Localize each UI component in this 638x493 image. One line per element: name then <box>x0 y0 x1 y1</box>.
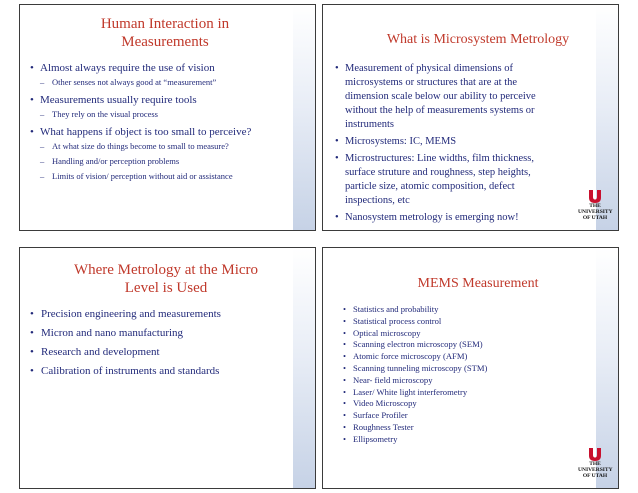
sub-bullet-text: Handling and/or perception problems <box>52 156 180 166</box>
bullet-text: Video Microscopy <box>353 398 417 409</box>
bullet-text-line: instruments <box>345 119 394 130</box>
u-logo-mark-icon <box>588 448 602 461</box>
bullet-icon: • <box>343 374 347 385</box>
dash-icon: – <box>40 77 45 87</box>
bullet-text: Optical microscopy <box>353 327 421 338</box>
list-item <box>343 339 583 351</box>
bullet-icon: • <box>343 362 347 373</box>
list-item <box>343 398 583 410</box>
list-item <box>343 328 583 340</box>
university-logo <box>578 448 612 482</box>
dash-icon: – <box>40 156 45 166</box>
university-logo <box>578 190 612 224</box>
slide-side-gradient <box>293 248 315 488</box>
bullet-list <box>335 62 597 225</box>
bullet-list <box>30 62 295 186</box>
sub-bullet-text: Other senses not always good at “measurement” <box>52 77 217 87</box>
bullet-icon: • <box>30 62 34 74</box>
slide-1 <box>19 4 316 231</box>
bullet-text-line: without the help of measurements systems or <box>345 105 535 116</box>
bullet-text: Ellipsometry <box>353 433 398 444</box>
bullet-icon: • <box>343 315 347 326</box>
list-item <box>30 156 295 171</box>
sub-bullet-text: Limits of vision/ perception without aid or assistance <box>52 171 233 181</box>
bullet-list <box>343 304 583 446</box>
bullet-icon: • <box>343 304 347 314</box>
list-item <box>343 387 583 399</box>
list-item <box>343 351 583 363</box>
bullet-text-line: Nanosystem metrology is emerging now! <box>345 212 519 223</box>
list-item <box>30 308 295 327</box>
slide-4 <box>322 247 619 489</box>
bullet-text: Near- field microscopy <box>353 374 433 385</box>
bullet-text: Scanning tunneling microscopy (STM) <box>353 362 488 373</box>
bullet-icon: • <box>335 212 339 223</box>
dash-icon: – <box>40 109 45 119</box>
logo-text: OF UTAH <box>582 215 608 221</box>
list-item <box>343 375 583 387</box>
list-item <box>343 422 583 434</box>
bullet-text: Roughness Tester <box>353 421 414 432</box>
bullet-icon: • <box>30 94 34 106</box>
bullet-text-line: dimension scale below our ability to perceive <box>345 91 536 102</box>
bullet-text: Measurements usually require tools <box>40 94 197 106</box>
list-item <box>343 304 583 316</box>
bullet-text: Micron and nano manufacturing <box>41 327 184 339</box>
logo-text: UNIVERSITY <box>578 467 613 473</box>
list-item <box>30 62 295 77</box>
slide-title <box>50 261 282 298</box>
bullet-text-line: Microsystems: IC, MEMS <box>345 136 457 147</box>
bullet-text: Atomic force microscopy (AFM) <box>353 351 468 362</box>
title-line: Measurements <box>121 34 209 51</box>
list-item <box>343 363 583 375</box>
title-line: MEMS Measurement <box>417 276 539 291</box>
list-item <box>335 211 597 225</box>
bullet-icon: • <box>343 421 347 432</box>
slide-title <box>65 15 265 52</box>
list-item <box>30 109 295 124</box>
bullet-icon: • <box>343 386 347 397</box>
logo-text: UNIVERSITY <box>578 209 613 215</box>
slide-3 <box>19 247 316 489</box>
slide-side-gradient <box>293 5 315 230</box>
bullet-text: Almost always require the use of vision <box>40 62 215 74</box>
bullet-icon: • <box>335 136 339 147</box>
bullet-text: What happens if object is too small to perceive? <box>40 126 252 138</box>
list-item <box>343 316 583 328</box>
bullet-list <box>30 308 295 384</box>
logo-text: THE <box>589 461 601 467</box>
title-line: Level is Used <box>124 280 208 297</box>
bullet-text-line: particle size, atomic composition, defect <box>345 181 515 192</box>
list-item <box>335 135 597 149</box>
list-item <box>335 152 597 208</box>
bullet-icon: • <box>30 327 34 339</box>
bullet-text-line: Measurement of physical dimensions of <box>345 63 513 74</box>
title-line: What is Microsystem Metrology <box>386 32 570 47</box>
list-item <box>30 346 295 365</box>
bullet-text-line: microsystems or structures that are at the <box>345 77 518 88</box>
bullet-icon: • <box>335 153 339 164</box>
dash-icon: – <box>40 141 45 151</box>
list-item <box>343 410 583 422</box>
bullet-icon: • <box>343 398 347 409</box>
bullet-icon: • <box>30 365 34 377</box>
bullet-text-line: inspections, etc <box>345 195 410 206</box>
u-logo-mark-icon <box>588 190 602 203</box>
dash-icon: – <box>40 171 45 181</box>
list-item <box>30 327 295 346</box>
bullet-text: Statistics and probability <box>353 304 439 314</box>
list-item <box>30 171 295 186</box>
logo-text: THE <box>589 203 601 209</box>
bullet-icon: • <box>30 308 34 320</box>
bullet-icon: • <box>30 346 34 358</box>
sub-bullet-text: At what size do things become to small to measure? <box>52 141 229 151</box>
bullet-text-line: surface struture and roughness, step heights, <box>345 167 531 178</box>
bullet-icon: • <box>343 410 347 421</box>
list-item <box>30 141 295 156</box>
list-item <box>30 126 295 141</box>
bullet-icon: • <box>343 339 347 350</box>
sub-bullet-text: They rely on the visual process <box>52 109 158 119</box>
slide-title <box>353 31 603 48</box>
bullet-icon: • <box>343 351 347 362</box>
bullet-text: Laser/ White light interferometry <box>353 386 468 397</box>
bullet-text: Scanning electron microscopy (SEM) <box>353 339 483 350</box>
slide-2 <box>322 4 619 231</box>
bullet-text: Statistical process control <box>353 315 442 326</box>
slide-title <box>353 275 603 292</box>
list-item <box>30 94 295 109</box>
list-item <box>30 365 295 384</box>
bullet-icon: • <box>30 126 34 138</box>
bullet-icon: • <box>343 433 347 444</box>
bullet-text: Research and development <box>41 346 160 358</box>
bullet-icon: • <box>343 327 347 338</box>
title-line: Human Interaction in <box>100 16 230 32</box>
bullet-text: Precision engineering and measurements <box>41 308 221 320</box>
bullet-text: Surface Profiler <box>353 410 408 421</box>
bullet-text: Calibration of instruments and standards <box>41 365 220 377</box>
logo-text: OF UTAH <box>582 473 608 479</box>
bullet-text-line: Microstructures: Line widths, film thickness, <box>345 153 534 164</box>
list-item <box>30 77 295 92</box>
list-item <box>343 434 583 446</box>
bullet-icon: • <box>335 63 339 74</box>
title-line: Where Metrology at the Micro <box>73 262 259 278</box>
list-item <box>335 62 597 132</box>
